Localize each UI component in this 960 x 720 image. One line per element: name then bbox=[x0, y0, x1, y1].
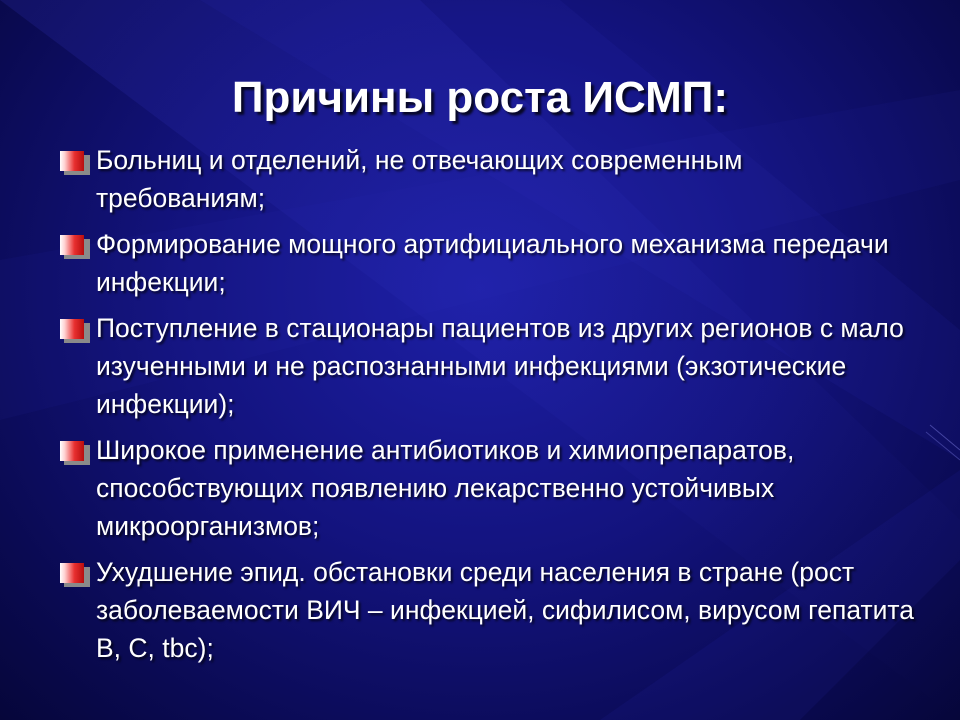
bullet-item bbox=[56, 431, 916, 545]
bullet-item bbox=[56, 309, 916, 423]
bullet-text: Больниц и отделений, не отвечающих современным требованиям; bbox=[96, 145, 743, 213]
red-square-bullet-icon bbox=[60, 563, 90, 583]
slide-title: Причины роста ИСМП: bbox=[231, 73, 729, 122]
bullet-text: Широкое применение антибиотиков и химиопрепаратов, способствующих появлению лекарственно устойчивых микроорганизмов; bbox=[96, 435, 795, 541]
bullet-item bbox=[56, 141, 916, 217]
red-square-bullet-icon bbox=[60, 235, 90, 255]
bullet-list bbox=[56, 141, 916, 675]
bullet-text: Поступление в стационары пациентов из других регионов с мало изученными и не распознанными инфекциями (экзотические инфекции); bbox=[96, 313, 904, 419]
red-square-bullet-icon bbox=[60, 151, 90, 171]
bullet-text: Формирование мощного артифициального механизма передачи инфекции; bbox=[96, 229, 889, 297]
red-square-bullet-icon bbox=[60, 319, 90, 339]
bullet-item bbox=[56, 553, 916, 667]
bullet-item bbox=[56, 225, 916, 301]
red-square-bullet-icon bbox=[60, 441, 90, 461]
bullet-text: Ухудшение эпид. обстановки среди населения в стране (рост заболеваемости ВИЧ – инфекцией, сифилисом, вирусом гепатита В, С, tbc); bbox=[96, 557, 914, 663]
